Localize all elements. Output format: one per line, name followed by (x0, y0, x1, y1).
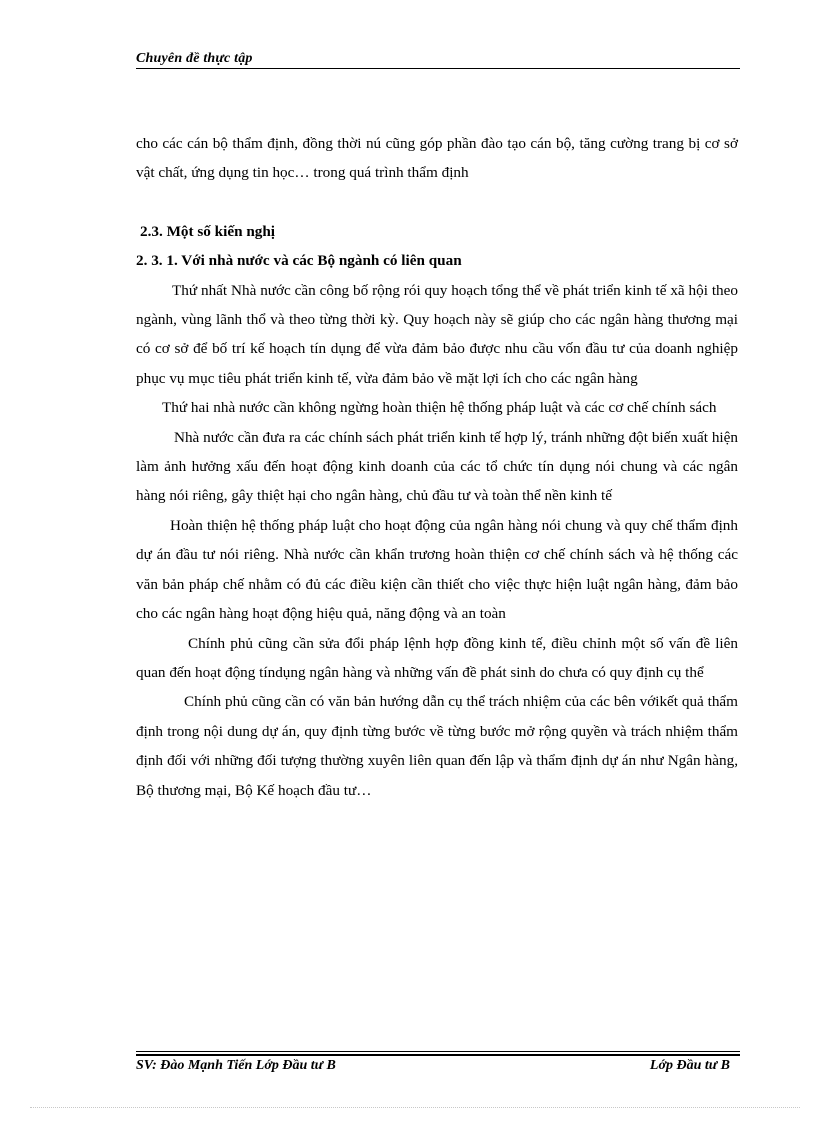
footer-rule-thin (136, 1051, 740, 1052)
page-bottom-dotted-line (30, 1107, 800, 1108)
header-rule (136, 68, 740, 69)
section-gap (136, 188, 738, 217)
heading-2-3: 2.3. Một số kiến nghị (140, 222, 276, 240)
header-title: Chuyên đề thực tập (136, 51, 253, 66)
paragraph-4: Hoàn thiện hệ thống pháp luật cho hoạt động của ngân hàng nói chung và quy chế thẩm định dự án đầu tư nói riêng. Nhà nước cần khẩn trương hoàn thiện cơ chế chính sách và hệ thống các văn bản pháp chế nhằm có đủ các điều kiện cần thiết cho việc thực hiện luật ngân hàng, đảm bảo cho các ngân hàng hoạt động hiệu quả, năng động và an toàn (136, 516, 738, 623)
paragraph-2: Thứ hai nhà nước cần không ngừng hoàn thiện hệ thống pháp luật và các cơ chế chính sách (162, 399, 717, 417)
paragraph-1: Thứ nhất Nhà nước cần công bố rộng rói quy hoạch tổng thể về phát triển kinh tế xã hội theo ngành, vùng lãnh thổ và theo từng thời kỳ. Quy hoạch này sẽ giúp cho các ngân hàng thương mại có cơ sở để bố trí kế hoạch tín dụng để vừa đảm bảo được nhu cầu vốn đầu tư của doanh nghiệp phục vụ mục tiêu phát triển kinh tế, vừa đảm bảo về mặt lợi ích cho các ngân hàng (136, 281, 738, 387)
footer-left: SV: Đào Mạnh Tiến Lớp Đầu tư B (136, 1058, 336, 1073)
paragraph-6: Chính phủ cũng cần có văn bản hướng dẫn cụ thể trách nhiệm của các bên vớikết quả thẩm định trong nội dung dự án, quy định từng bước về từng bước mở rộng quyền và trách nhiệm thẩm định đối với những đối tượng thường xuyên liên quan đến lập và thẩm định dự án như Ngân hàng, Bộ thương mại, Bộ Kế hoạch đầu tư… (136, 693, 738, 799)
footer-right: Lớp Đầu tư B (649, 1058, 730, 1073)
page-footer (136, 1058, 730, 1074)
footer-rule-thick (136, 1054, 740, 1056)
body-text (136, 129, 738, 805)
intro-paragraph: cho các cán bộ thẩm định, đồng thời nú cũng góp phần đào tạo cán bộ, tăng cường trang bị cơ sở vật chất, ứng dụng tin học… trong quá trình thẩm định (136, 135, 738, 182)
paragraph-3: Nhà nước cần đưa ra các chính sách phát triển kinh tế hợp lý, tránh những đột biến xuất hiện làm ảnh hưởng xấu đến hoạt động kinh doanh của các tổ chức tín dụng nói chung và các ngân hàng nói riêng, gây thiệt hại cho ngân hàng, chủ đầu tư và toàn thể nền kinh tế (136, 428, 738, 505)
paragraph-5: Chính phủ cũng cần sửa đổi pháp lệnh hợp đồng kinh tế, điều chỉnh một số vấn đề liên quan đến hoạt động tíndụng ngân hàng và những vấn đề phát sinh do chưa có quy định cụ thể (136, 634, 738, 681)
heading-2-3-1: 2. 3. 1. Với nhà nước và các Bộ ngành có liên quan (136, 252, 462, 270)
page-header (136, 49, 740, 69)
